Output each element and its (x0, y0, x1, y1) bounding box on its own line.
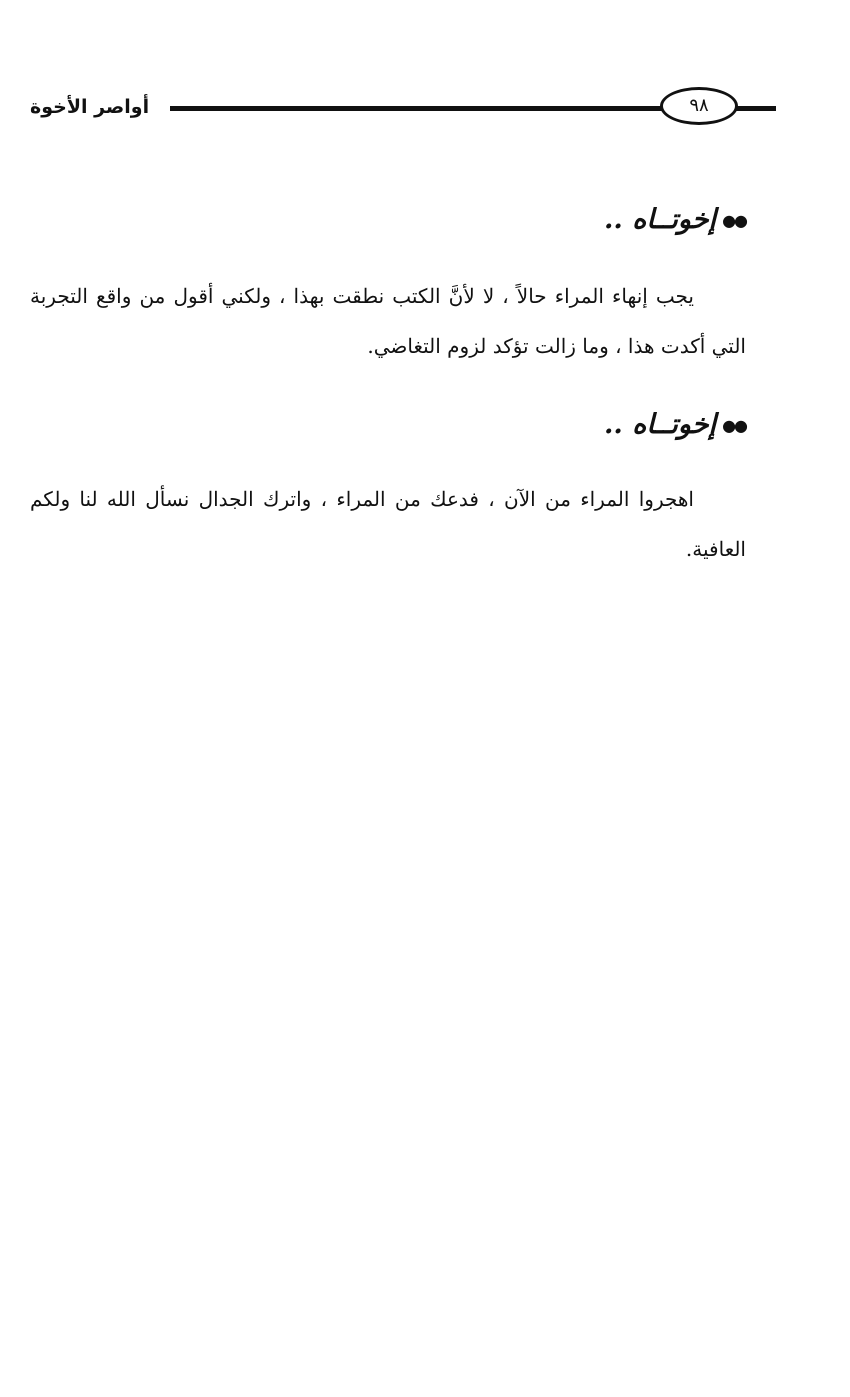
section-heading-text: إخوتــاه .. (604, 204, 717, 235)
bullet-dots-icon: ●● (722, 210, 746, 230)
section-paragraph: اهجروا المراء من الآن ، فدعك من المراء ، واترك الجدال نسأل الله لنا ولكم العافية. (30, 487, 746, 561)
section-heading (604, 200, 746, 241)
page-number: ٩٨ (660, 87, 738, 125)
section-heading-text: إخوتــاه .. (604, 409, 717, 440)
header-rule-end (736, 106, 776, 111)
header-rule (170, 106, 665, 111)
section-paragraph: يجب إنهاء المراء حالاً ، لا لأنَّ الكتب نطقت بهذا ، ولكني أقول من واقع التجربة التي أكدت هذا ، وما زالت تؤكد لزوم التغاضي. (30, 284, 746, 358)
bullet-dots-icon: ●● (722, 415, 746, 435)
section-heading (604, 405, 746, 446)
book-title: أواصر الأخوة (30, 96, 150, 118)
page-header (30, 86, 746, 130)
